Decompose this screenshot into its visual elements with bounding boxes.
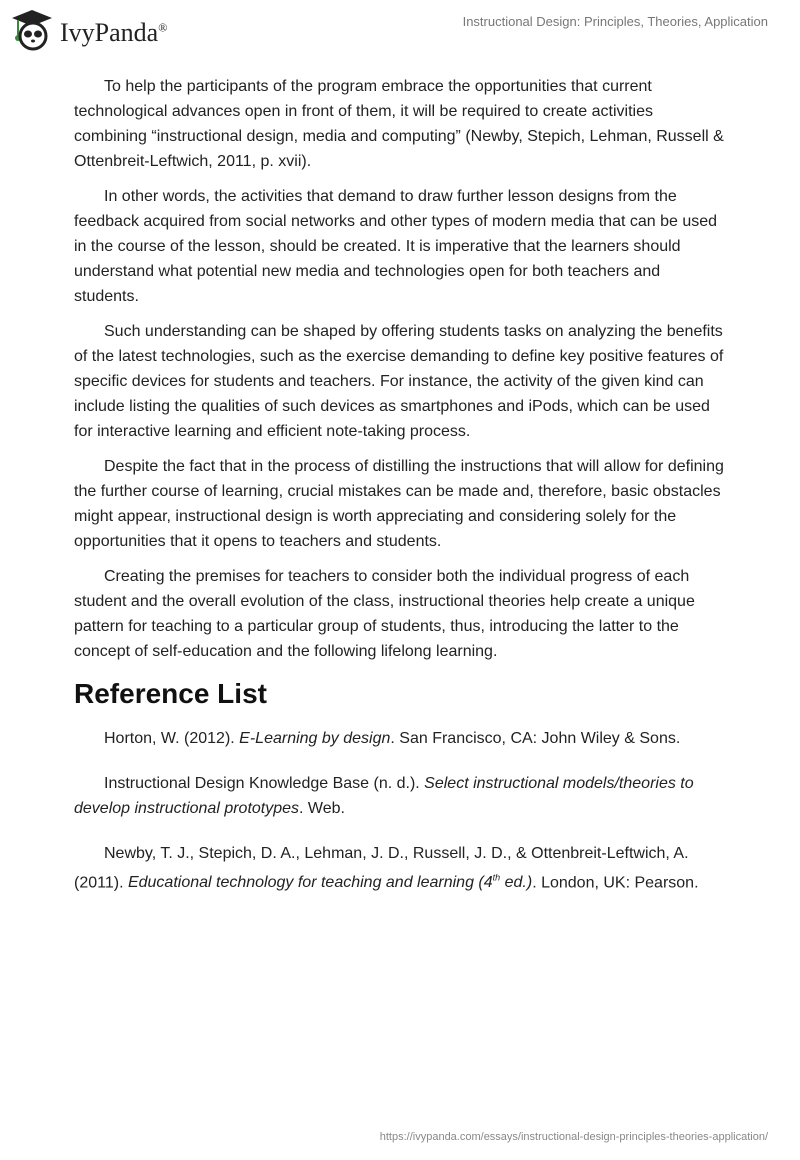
reference-title-part: ed.) bbox=[500, 874, 533, 892]
ivypanda-logo[interactable] bbox=[10, 8, 167, 52]
reference-author: Horton, W. (2012). bbox=[104, 730, 240, 747]
source-url[interactable]: https://ivypanda.com/essays/instructional-design-principles-theories-application/ bbox=[379, 1131, 768, 1143]
reference-author: Newby, T. J., Stepich, D. A., Lehman, J. D., Russell, J. D., & Ottenbreit-Leftwich, A. (2011). bbox=[74, 845, 689, 892]
reference-author: Instructional Design Knowledge Base (n. d.). bbox=[104, 775, 425, 792]
reference-publisher: . San Francisco, CA: John Wiley & Sons. bbox=[390, 730, 681, 747]
reference-title bbox=[128, 874, 532, 891]
logo-name: IvyPanda bbox=[60, 18, 159, 47]
logo-text bbox=[60, 18, 167, 48]
reference-publisher: . Web. bbox=[299, 800, 345, 817]
reference-title-part: Educational technology for teaching and learning (4 bbox=[127, 874, 493, 892]
paragraph: Despite the fact that in the process of distilling the instructions that will allow for defining the further course of learning, crucial mistakes can be made and, therefore, basic obstacles might appear, instructional design is worth appreciating and considering solely for the opportunities that it opens to teachers and students. bbox=[74, 458, 724, 550]
registered-mark: ® bbox=[158, 20, 168, 35]
paragraph: To help the participants of the program embrace the opportunities that current technological advances open in front of them, it will be required to create activities combining “instructional design, media and computing” (Newby, Stepich, Lehman, Russell & Ottenbreit-Leftwich, 2011, p. xvii). bbox=[74, 78, 724, 170]
reference-title: E-Learning by design bbox=[239, 730, 391, 747]
document-title: Instructional Design: Principles, Theories, Application bbox=[462, 14, 768, 29]
paragraph: Creating the premises for teachers to consider both the individual progress of each student and the overall evolution of the class, instructional theories help create a unique pattern for teaching to a particular group of students, thus, introducing the latter to the concept of self-education and the following lifelong learning. bbox=[74, 568, 695, 660]
panda-graduate-icon bbox=[10, 8, 54, 52]
reference-item bbox=[74, 771, 728, 821]
reference-item bbox=[74, 726, 728, 751]
reference-list-heading: Reference List bbox=[74, 678, 267, 709]
reference-list bbox=[74, 726, 728, 895]
page-header bbox=[0, 0, 800, 60]
reference-publisher: . London, UK: Pearson. bbox=[532, 874, 699, 892]
paragraph: In other words, the activities that demand to draw further lesson designs from the feedback acquired from social networks and other types of modern media that can be used in the course of the lesson, should be created. It is imperative that the learners should understand what potential new media and technologies open for both teachers and students. bbox=[74, 188, 718, 305]
paragraph: Such understanding can be shaped by offering students tasks on analyzing the benefits of the latest technologies, such as the exercise demanding to define key positive features of specific devices for students and teachers. For instance, the activity of the given kind can include listing the qualities of such devices as smartphones and iPods, which can be used for interactive learning and efficient note-taking process. bbox=[74, 323, 724, 440]
reference-title-sup: th bbox=[492, 873, 501, 883]
reference-item bbox=[74, 841, 728, 895]
reference-title: Select instructional models/theories to develop instructional prototypes bbox=[74, 775, 694, 817]
essay-content bbox=[74, 74, 728, 915]
